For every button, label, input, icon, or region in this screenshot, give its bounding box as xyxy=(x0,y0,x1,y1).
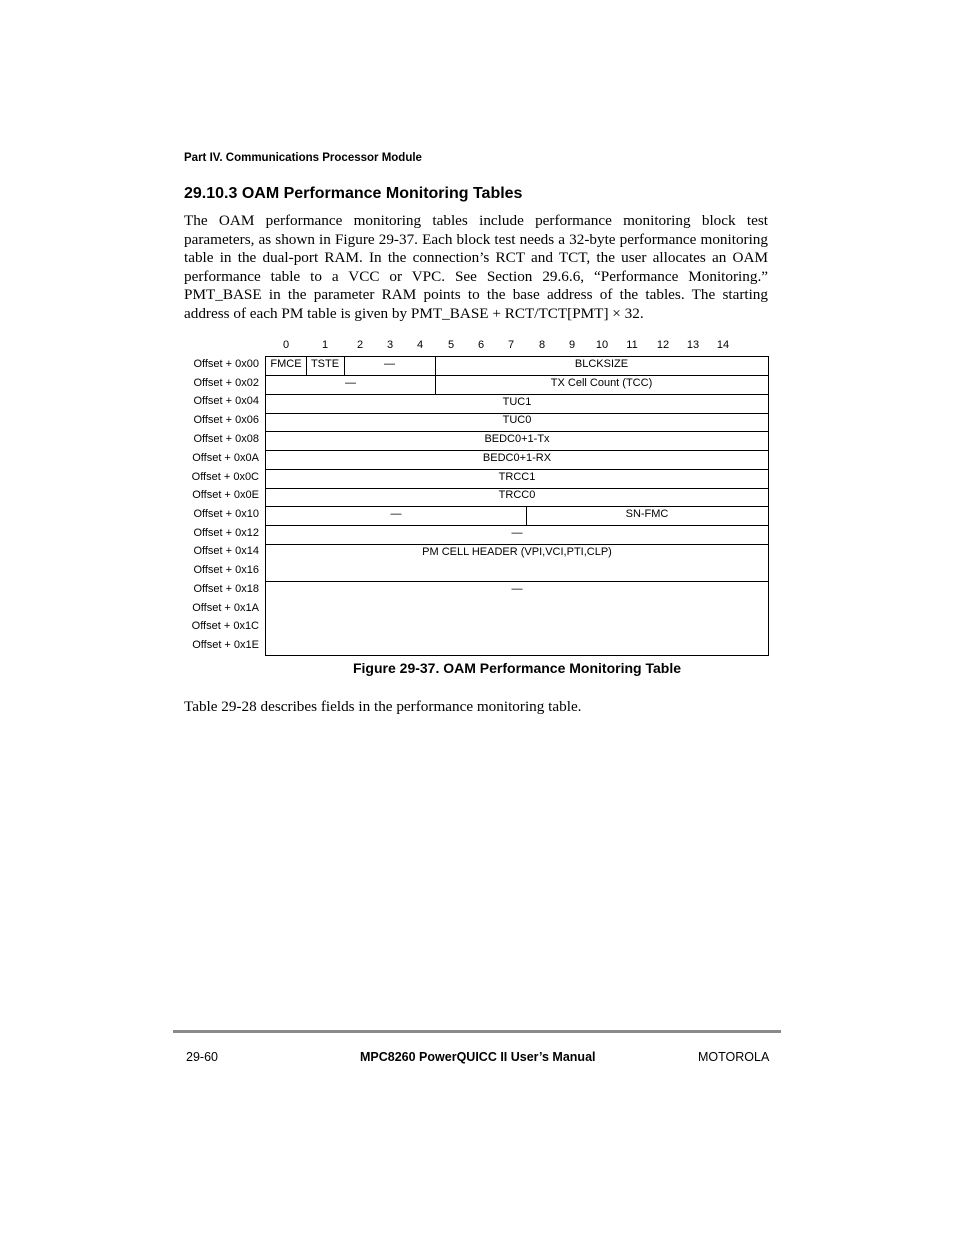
bit-number: 4 xyxy=(416,339,424,351)
field-tcc: TX Cell Count (TCC) xyxy=(550,377,653,389)
manual-title: MPC8260 PowerQUICC II User’s Manual xyxy=(360,1050,596,1064)
bit-number: 12 xyxy=(656,339,670,351)
footer-rule xyxy=(173,1030,781,1033)
field-sn-fmc: SN-FMC xyxy=(625,508,669,520)
field-fmce: FMCE xyxy=(270,358,302,370)
offset-label: Offset + 0x04 xyxy=(193,395,259,407)
field-reserved: — xyxy=(345,377,356,389)
running-head: Part IV. Communications Processor Module xyxy=(184,152,422,164)
field-reserved: — xyxy=(511,527,523,539)
offset-label: Offset + 0x06 xyxy=(193,414,259,426)
field-trcc1: TRCC1 xyxy=(498,471,536,483)
offset-label: Offset + 0x08 xyxy=(193,433,259,445)
field-reserved: — xyxy=(511,583,523,595)
offset-label: Offset + 0x02 xyxy=(193,377,259,389)
bit-number: 8 xyxy=(538,339,546,351)
intro-paragraph: The OAM performance monitoring tables include performance monitoring block test parameters, as shown in Figure 29-37. Each block test needs a 32-byte performance monitoring table in the dual-port RAM. In the connection’s RCT and TCT, the user allocates an OAM performance table to a VCC or VPC. See Section 29.6.6, “Performance Monitoring.” PMT_BASE in the parameter RAM points to the base address of the tables. The starting address of each PM table is given by PMT_BASE + RCT/TCT[PMT] × 32. xyxy=(184,212,768,322)
bit-number: 0 xyxy=(282,339,290,351)
company-name: MOTOROLA xyxy=(698,1050,770,1064)
bit-number: 3 xyxy=(386,339,394,351)
bit-number: 1 xyxy=(321,339,329,351)
section-title: 29.10.3 OAM Performance Monitoring Tables xyxy=(184,185,523,202)
offset-label: Offset + 0x1A xyxy=(192,602,259,614)
offset-label: Offset + 0x12 xyxy=(193,527,259,539)
body-paragraph: Table 29-28 describes fields in the performance monitoring table. xyxy=(184,698,582,715)
bit-number: 11 xyxy=(626,339,638,351)
offset-label: Offset + 0x0C xyxy=(191,471,259,483)
offset-label: Offset + 0x18 xyxy=(193,583,259,595)
field-reserved: — xyxy=(384,358,395,370)
field-tste: TSTE xyxy=(310,358,340,370)
offset-label: Offset + 0x1C xyxy=(191,620,259,632)
field-tuc1: TUC1 xyxy=(502,396,532,408)
field-blcksize: BLCKSIZE xyxy=(574,358,629,370)
offset-label: Offset + 0x16 xyxy=(193,564,259,576)
bit-number: 7 xyxy=(507,339,515,351)
register-map-table xyxy=(265,356,769,656)
bit-number: 5 xyxy=(447,339,455,351)
page-number: 29-60 xyxy=(186,1050,218,1064)
field-trcc0: TRCC0 xyxy=(498,489,536,501)
offset-label: Offset + 0x0A xyxy=(192,452,259,464)
figure-caption: Figure 29-37. OAM Performance Monitoring Table xyxy=(352,660,681,676)
bit-number: 13 xyxy=(686,339,700,351)
offset-label: Offset + 0x1E xyxy=(192,639,259,651)
bit-number: 10 xyxy=(595,339,609,351)
offset-label: Offset + 0x0E xyxy=(192,489,259,501)
offset-label: Offset + 0x10 xyxy=(193,508,259,520)
offset-label: Offset + 0x14 xyxy=(193,545,259,557)
field-tuc0: TUC0 xyxy=(502,414,532,426)
bit-number: 9 xyxy=(568,339,576,351)
field-reserved: — xyxy=(390,508,402,520)
bit-number: 6 xyxy=(477,339,485,351)
field-bedc-tx: BEDC0+1-Tx xyxy=(484,433,550,445)
field-pm-cell-header: PM CELL HEADER (VPI,VCI,PTI,CLP) xyxy=(422,546,612,558)
field-bedc-rx: BEDC0+1-RX xyxy=(482,452,552,464)
bit-number: 14 xyxy=(716,339,730,351)
bit-number: 2 xyxy=(356,339,364,351)
offset-label: Offset + 0x00 xyxy=(193,358,259,370)
